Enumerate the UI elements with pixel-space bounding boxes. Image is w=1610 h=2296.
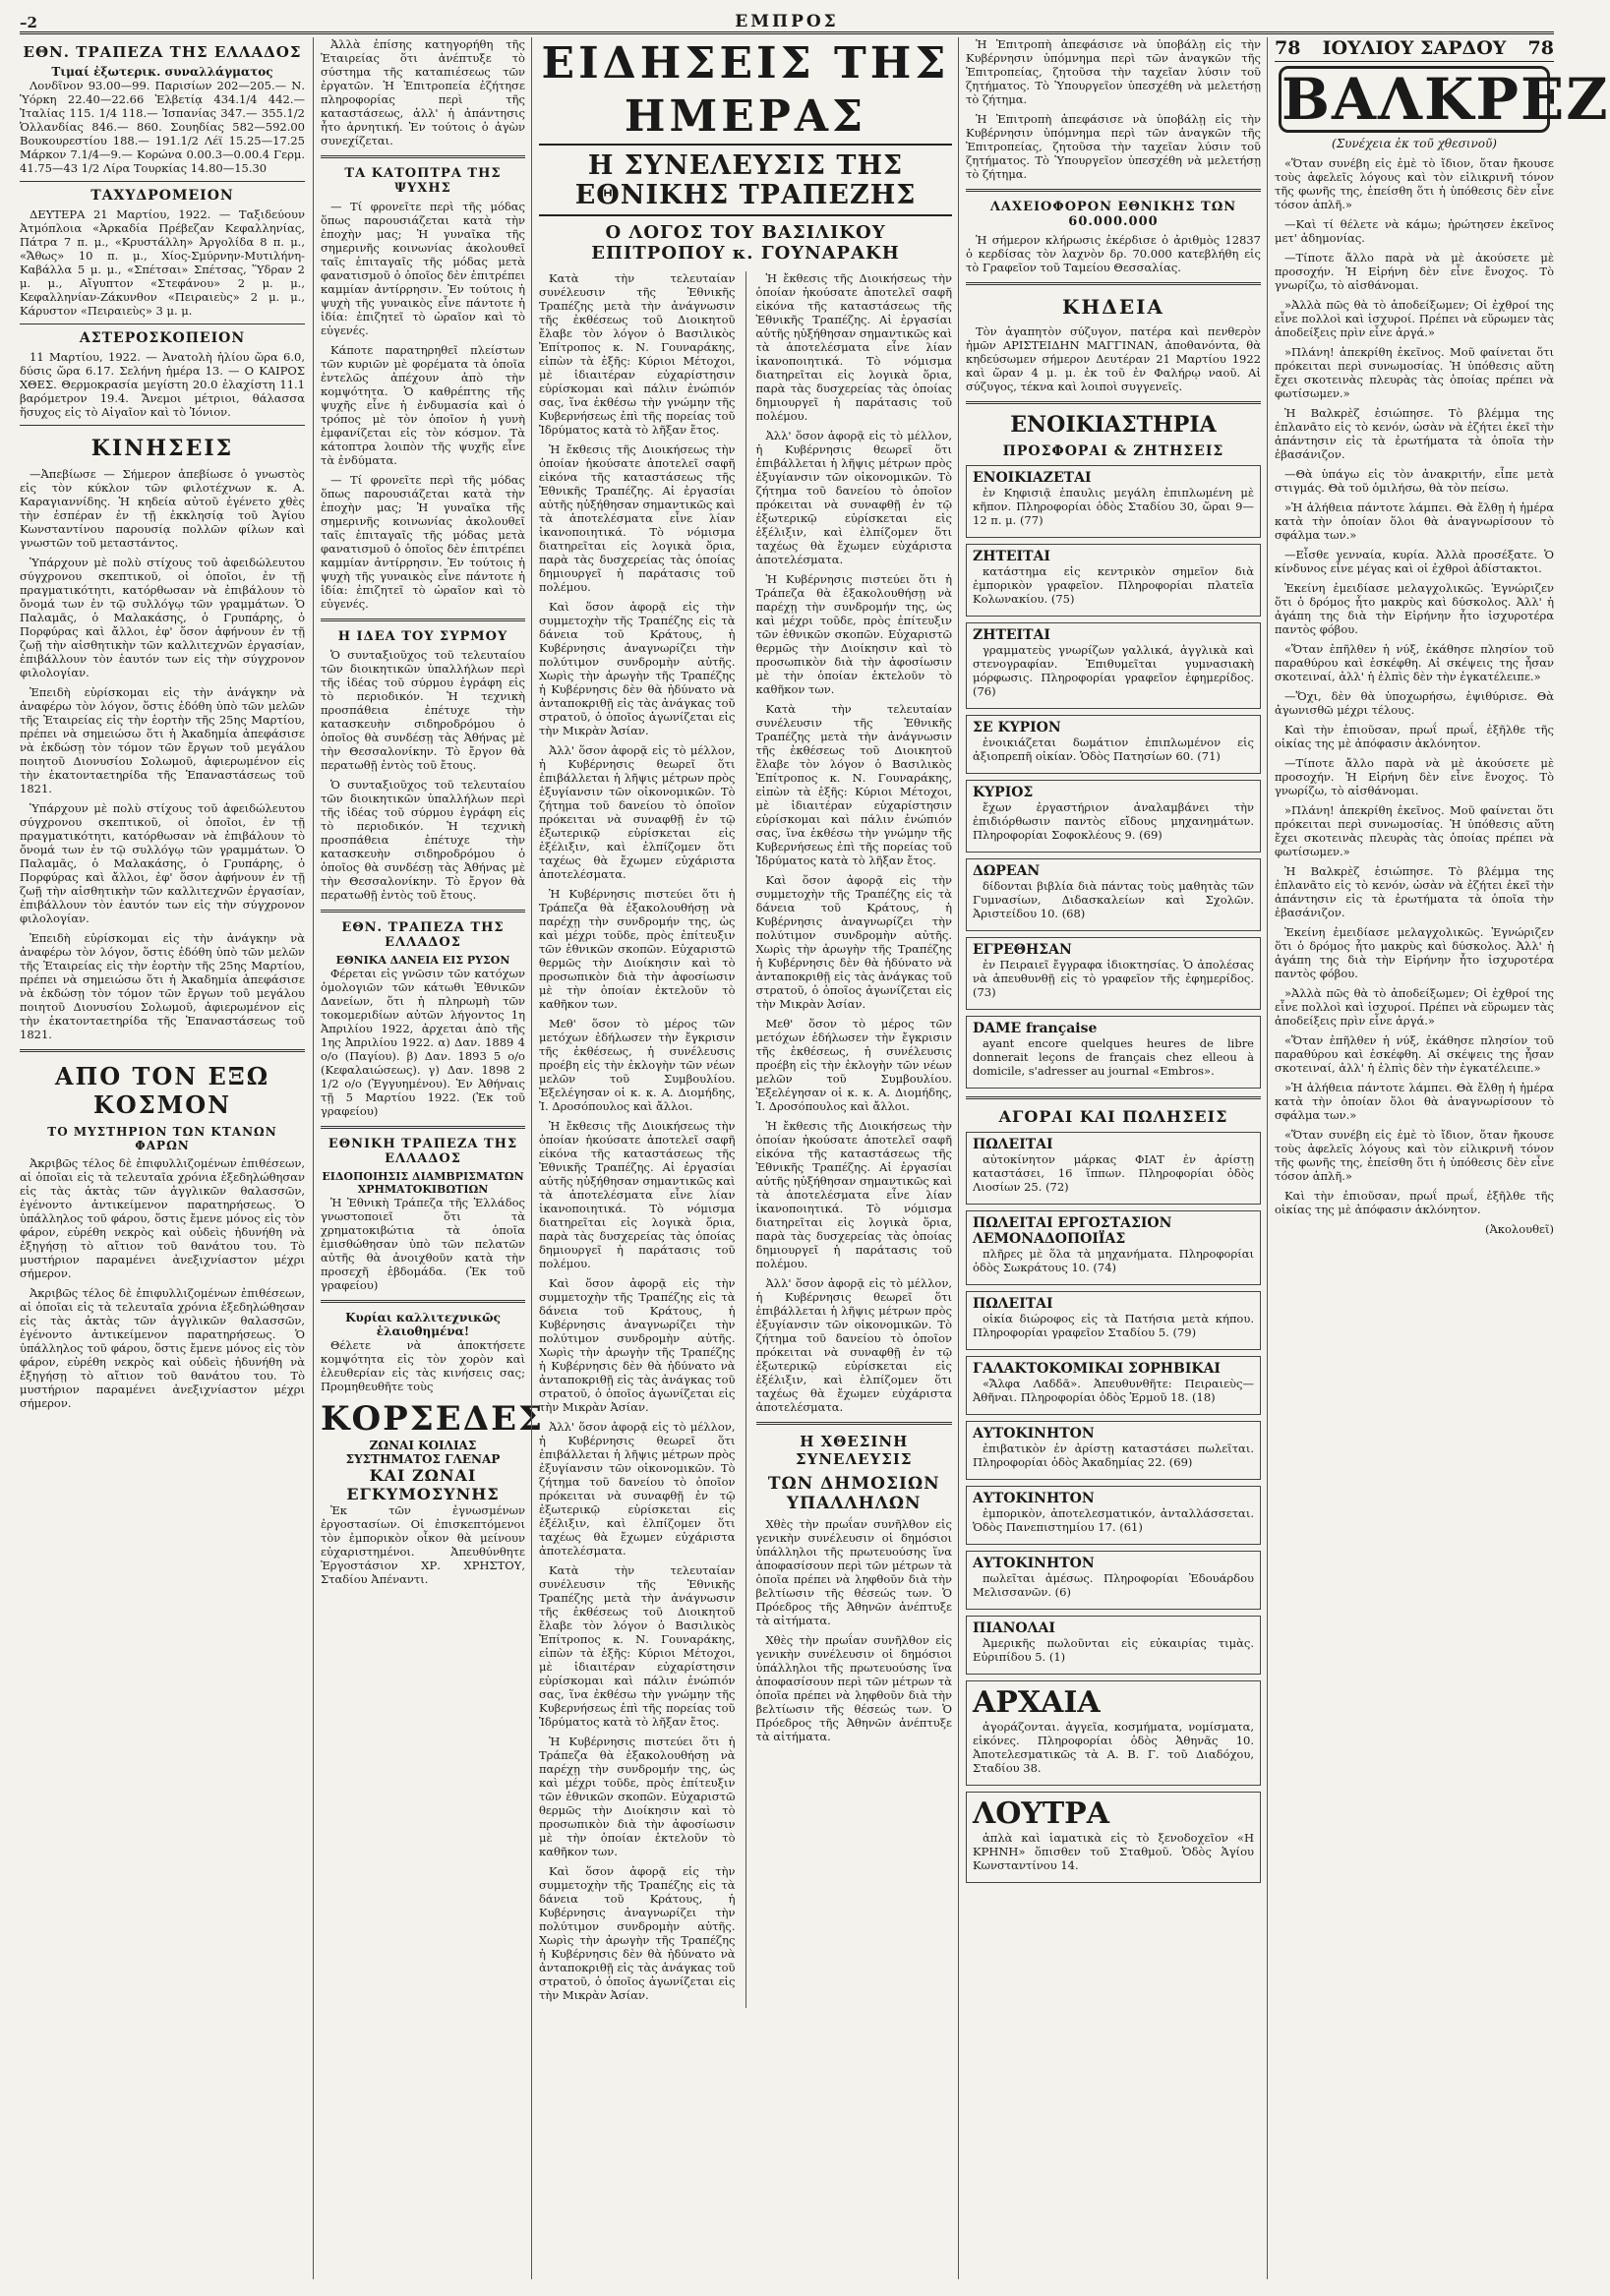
market-ad: ΓΑΛΑΚΤΟΚΟΜΙΚΑΙ ΣΟΡΗΒΙΚΑΙ «Ἄλφα Λαδδᾶ». Ἀπευθυνθῆτε: Πειραιεὺς—Ἀθῆναι. Πληροφορίαι ὁδὸς Ἑρμοῦ 18. (18) bbox=[966, 1356, 1261, 1415]
serial-paragraph: —Θὰ ὑπάγω εἰς τὸν ἀνακριτήν, εἶπε μετὰ στιγμάς. Θὰ τοῦ ὁμιλήσω, θὰ τὸν πείσω. bbox=[1275, 467, 1554, 495]
serial-paragraph: «Ὅταν συνέβη εἰς ἐμὲ τὸ ἴδιον, ὅταν ἤκουσε τοὺς ἀφελεῖς λόγους καὶ τὸν εἰλικρινῆ τόνον τῆς φωνῆς της, ἐπείσθη ὅτι ἡ ὑπόθεσις δὲν εἶνε τόσον ἁπλῆ.» bbox=[1275, 1128, 1554, 1183]
movements-text-4: Ὑπάρχουν μὲ πολὺ στίχους τοῦ ἀφειδώλευτου σύγχρονου σκεπτικοῦ, οἱ ὁποῖοι, ἐν τῇ πραγματικότητι, κατόρθωσαν νὰ ἐπιβάλουν τὸ ὄνομά των ἐν τῷ συλλόγῳ τῶν γραμμάτων. Ὁ Παλαμᾶς, ὁ Μαλακάσης, ὁ Γρυπάρης, ὁ Πορφύρας καὶ ἄλλοι, ἐφ' ὅσον ἀφήνουν ἐν τῇ ζωῇ τὴν αἰσθητικὴν τῶν καλλιτεχνῶν ἐργασίαν, ἐπιβάλλουν τὸν ἑαυτόν των εἰς τὴν σύγχρονον φιλολογίαν. bbox=[20, 801, 305, 925]
corset-ad-intro: Κυρίαι καλλιτεχνικῶς ἐλαιοθημένα! bbox=[345, 1311, 501, 1338]
column-4 bbox=[966, 37, 1261, 2279]
corset-ad-text: Ἐκ τῶν ἐγνωσμένων ἐργοστασίων. Οἱ ἐπισκεπτόμενοι τὸν ἐμπορικὸν οἶκον θὰ μείνουν εὐχαριστημένοι. Ἀπευθύνθητε Ἐργοστάσιον ΧΡ. ΧΡΗΣΤΟΥ, Σταδίου Ἀπέναντι. bbox=[321, 1503, 525, 1586]
market-ad: ΠΩΛΕΙΤΑΙ αὐτοκίνητον μάρκας ΦΙΑΤ ἐν ἀρίστῃ καταστάσει, 16 ἵππων. Πληροφορίαι ὁδὸς Λιοσίων 25. (72) bbox=[966, 1132, 1261, 1205]
funeral-title: ΚΗΔΕΙΑ bbox=[1062, 295, 1164, 319]
article-text-3: Καὶ ὅσον ἀφορᾷ εἰς τὴν συμμετοχὴν τῆς Τραπέζης εἰς τὰ δάνεια τοῦ Κράτους, ἡ Κυβέρνησις ἀναγνωρίζει τὴν πολύτιμον συνδρομὴν αὐτῆς. Χωρὶς τὴν ἀρωγὴν τῆς Τραπέζης ἡ Κυβέρνησις δὲν θὰ ἠδύνατο νὰ ἀνταποκριθῇ εἰς τὰς ἀνάγκας τοῦ στρατοῦ, ὁ ὁποῖος ἀγωνίζεται εἰς τὴν Μικρὰν Ἀσίαν. bbox=[539, 600, 736, 737]
col4-text-2: Ἡ Ἐπιτροπὴ ἀπεφάσισε νὰ ὑποβάλῃ εἰς τὴν Κυβέρνησιν ὑπόμνημα περὶ τῶν ἀναγκῶν τῆς Ἐπιτροπείας, ζητοῦσα τὴν ταχεῖαν λύσιν τοῦ ζητήματος. Τὸ Ὑπουργεῖον ὑπεσχέθη νὰ μελετήσῃ τὸ ζήτημα. bbox=[966, 112, 1261, 181]
mirrors-title: ΤΑ ΚΑΤΟΠΤΡΑ ΤΗΣ ΨΥΧΗΣ bbox=[344, 166, 502, 196]
serial-paragraph: —Καὶ τί θέλετε νὰ κάμω; ἠρώτησεν ἐκεῖνος μετ' ἀδημονίας. bbox=[1275, 217, 1554, 245]
serial-paragraph: Ἐκείνη ἐμειδίασε μελαγχολικῶς. Ἐγνώριζεν ὅτι ὁ δρόμος ἦτο μακρὺς καὶ δύσκολος. Ἀλλ' ἡ ἀγάπη της διὰ τὴν Εἰρήνην ἦτο ἰσχυροτέρα παντὸς φόβου. bbox=[1275, 581, 1554, 636]
abroad-text-2: Ἀκριβῶς τέλος δὲ ἐπιφυλλιζομένων ἐπιθέσεων, αἱ ὁποῖαι εἰς τὰ τελευταῖα χρόνια ἐξεδηλώθησαν εἰς τὰς ἀκτὰς τῶν ἀγγλικῶν θαλασσῶν, ἐγένοντο ἀντικείμενον παρατηρήσεως. Ὁ ὑπάλληλος τοῦ φάρου, ὅστις ἔμενε μόνος εἰς τὸν φάρον, εὑρέθη νεκρὸς καὶ οὐδεὶς ἠδυνήθη νὰ ἐξηγήσῃ τὸ αἴτιον τοῦ θανάτου του. Τὸ μυστήριον παραμένει ἀνεξιχνίαστον μέχρι σήμερον. bbox=[20, 1286, 305, 1410]
market-ad: ΑΥΤΟΚΙΝΗΤΟΝ ἐμπορικὸν, ἀποτελεσματικόν, ἀνταλλάσσεται. Ὁδὸς Πανεπιστημίου 17. (61) bbox=[966, 1486, 1261, 1545]
serial-paragraph: Ἐκείνη ἐμειδίασε μελαγχολικῶς. Ἐγνώριζεν ὅτι ὁ δρόμος ἦτο μακρὺς καὶ δύσκολος. Ἀλλ' ἡ ἀγάπη της διὰ τὴν Εἰρήνην ἦτο ἰσχυροτέρα παντὸς φόβου. bbox=[1275, 925, 1554, 980]
bank-rates-title: ΕΘΝ. ΤΡΑΠΕΖΑ ΤΗΣ ΕΛΛΑΔΟΣ bbox=[23, 43, 302, 61]
serial-number-left: 78 bbox=[1275, 37, 1301, 59]
classified-ad: DAME française ayant encore quelques heures de libre donnerait leçons de français chez elleou à domicile, s'adresser au journal «Embros». bbox=[966, 1016, 1261, 1089]
page-number: –2 bbox=[20, 14, 37, 31]
col4-text-1: Ἡ Ἐπιτροπὴ ἀπεφάσισε νὰ ὑποβάλῃ εἰς τὴν Κυβέρνησιν ὑπόμνημα περὶ τῶν ἀναγκῶν τῆς Ἐπιτροπείας, ζητοῦσα τὴν ταχεῖαν λύσιν τοῦ ζητήματος. Τὸ Ὑπουργεῖον ὑπεσχέθη νὰ μελετήσῃ τὸ ζήτημα. bbox=[966, 37, 1261, 106]
serial-paragraph: »Ἀλλὰ πῶς θὰ τὸ ἀποδείξωμεν; Οἱ ἐχθροί της εἶνε πολλοὶ καὶ ἰσχυροί. Πρέπει νὰ εὕρωμεν τὰς ἀποδείξεις πρὶν εἶνε ἀργά.» bbox=[1275, 986, 1554, 1028]
funeral-text: Τὸν ἀγαπητὸν σύζυγον, πατέρα καὶ πενθερὸν ἡμῶν ΑΡΙΣΤΕΙΔΗΝ ΜΑΓΓΙΝΑΝ, ἀποθανόντα, θὰ κηδεύσωμεν σήμερον Δευτέραν 21 Μαρτίου 1922 καὶ ὥραν 4 μ. μ. ἐκ τοῦ ἐν Φαλήρῳ ναοῦ. Αἱ σύζυγος, τέκνα καὶ λοιποὶ συγγενεῖς. bbox=[966, 324, 1261, 393]
column-5 bbox=[1275, 37, 1610, 2279]
lottery-title: ΛΑΧΕΙΟΦΟΡΟΝ ΕΘΝΙΚΗΣ ΤΩΝ 60.000.000 bbox=[989, 200, 1237, 229]
train-text-2: Ὁ συνταξιοῦχος τοῦ τελευταίου τῶν διοικητικῶν ὑπαλλήλων περὶ τῆς ἰδέας τοῦ σύρμου ἐγράφη εἰς τὸ περιοδικόν. Ἡ τεχνικὴ προσπάθεια ἐπέτυχε τὴν κατασκευὴν σιδηροδρόμου ὁ ὁποῖος θὰ συνδέσῃ τὰς Ἀθήνας μὲ τὴν Θεσσαλονίκην. Τὸ ἔργον θὰ περατωθῇ ἐντὸς τοῦ ἔτους. bbox=[321, 778, 525, 902]
main-subheadline: Ο ΛΟΓΟΣ ΤΟΥ ΒΑΣΙΛΙΚΟΥ ΕΠΙΤΡΟΠΟΥ κ. ΓΟΥΝΑΡΑΚΗ bbox=[591, 222, 900, 264]
classified-ad: ΕΝΟΙΚΙΑΖΕΤΑΙ ἐν Κηφισιᾷ ἐπαυλις μεγάλη ἐπιπλωμένη μὲ κῆπον. Πληροφορίαι ὁδὸς Σταδίου 30, ὥραι 9—12 π. μ. (77) bbox=[966, 465, 1261, 538]
observatory-text: 11 Μαρτίου, 1922. — Ἀνατολὴ ἡλίου ὥρα 6.0, δύσις ὥρα 6.17. Σελήνη ἡμέρα 13. — Ο ΚΑΙΡΟΣ ΧΘΕΣ. Θερμοκρασία μεγίστη 20.0 ἐλαχίστη 11.1 βαρόμετρον 19.4. Ἄνεμοι μέτριοι, θάλασσα ἥσυχος εἰς τὸ Αἰγαῖον καὶ τὸ Ἰόνιον. bbox=[20, 350, 305, 419]
serial-subtitle: (Συνέχεια ἐκ τοῦ χθεσινοῦ) bbox=[1332, 137, 1497, 150]
rentals-subtitle: ΠΡΟΣΦΟΡΑΙ & ΖΗΤΗΣΕΙΣ bbox=[1002, 443, 1224, 459]
antiques-ad: ΑΡΧΑΙΑ ἀγοράζονται. ἀγγεῖα, κοσμήματα, νομίσματα, εἰκόνες. Πληροφορίαι ὁδὸς Ἀθηνᾶς 10. Ἀποτελεσματικῶς τὰ Α. Β. Γ. τοῦ Διαδόχου, Σταδίου 38. bbox=[966, 1680, 1261, 1786]
article-text-10: Κατὰ τὴν τελευταίαν συνέλευσιν τῆς Ἐθνικῆς Τραπέζης μετὰ τὴν ἀνάγνωσιν τῆς ἐκθέσεως τοῦ Διοικητοῦ ἔλαβε τὸν λόγον ὁ Βασιλικὸς Ἐπίτροπος κ. Ν. Γουναράκης, εἰπὼν τὰ ἑξῆς: Κύριοι Μέτοχοι, μὲ ἰδιαιτέραν εὐχαρίστησιν εὑρίσκομαι καὶ πάλιν ἐνώπιόν σας, ἵνα ἐκθέσω τὴν γνώμην τῆς Κυβερνήσεως ἐπὶ τῆς πορείας τοῦ Ἱδρύματος κατὰ τὸ λῆξαν ἔτος. bbox=[539, 1563, 736, 1729]
article-text-15: Ἡ Κυβέρνησις πιστεύει ὅτι ἡ Τράπεζα θὰ ἐξακολουθήσῃ νὰ παρέχῃ τὴν συνδρομήν της, ὡς καὶ μέχρι τοῦδε, πρὸς ἐπίτευξιν τῶν ἐθνικῶν σκοπῶν. Εὐχαριστῶ θερμῶς τὴν Διοίκησιν καὶ τὸ προσωπικὸν διὰ τὴν ἀφοσίωσιν μὲ τὴν ὁποίαν ἐκτελοῦν τὸ καθῆκον των. bbox=[755, 572, 952, 696]
assembly-text: Χθὲς τὴν πρωΐαν συνῆλθον εἰς γενικὴν συνέλευσιν οἱ δημόσιοι ὑπάλληλοι τῆς πρωτευούσης ἵνα ἀποφασίσουν περὶ τῶν μέτρων τὰ ὁποῖα πρέπει νὰ ληφθοῦν διὰ τὴν βελτίωσιν τῆς θέσεώς των. Ὁ Πρόεδρος τῆς Ἀθηνῶν ἀνέπτυξε τὰ αἰτήματα. bbox=[755, 1517, 952, 1627]
movements-title: ΚΙΝΗΣΕΙΣ bbox=[90, 436, 234, 461]
article-text-18: Μεθ' ὅσον τὸ μέρος τῶν μετόχων ἐδήλωσεν τὴν ἔγκρισιν τῆς ἐκθέσεως, ἡ συνέλευσις προέβη εἰς τὴν ἐκλογὴν τῶν νέων μελῶν τοῦ Συμβουλίου. Ἐξελέγησαν οἱ κ. κ. Α. Διομήδης, Ἰ. Δροσόπουλος καὶ ἄλλοι. bbox=[755, 1017, 952, 1113]
serial-header bbox=[1275, 37, 1554, 62]
assembly-subtitle: ΤΩΝ ΔΗΜΟΣΙΩΝ ΥΠΑΛΛΗΛΩΝ bbox=[767, 1474, 940, 1513]
serial-paragraph: Καὶ τὴν ἐπιοῦσαν, πρωΐ πρωΐ, ἐξῆλθε τῆς οἰκίας της μὲ ἀπόφασιν ἀκλόνητον. bbox=[1275, 1189, 1554, 1216]
article-text-17: Καὶ ὅσον ἀφορᾷ εἰς τὴν συμμετοχὴν τῆς Τραπέζης εἰς τὰ δάνεια τοῦ Κράτους, ἡ Κυβέρνησις ἀναγνωρίζει τὴν πολύτιμον συνδρομὴν αὐτῆς. Χωρὶς τὴν ἀρωγὴν τῆς Τραπέζης ἡ Κυβέρνησις δὲν θὰ ἠδύνατο νὰ ἀνταποκριθῇ εἰς τὰς ἀνάγκας τοῦ στρατοῦ, ὁ ὁποῖος ἀγωνίζεται εἰς τὴν Μικρὰν Ἀσίαν. bbox=[755, 873, 952, 1011]
movements-text-5: Ἐπειδὴ εὑρίσκομαι εἰς τὴν ἀνάγκην νὰ ἀναφέρω τὸν λόγον, ὅστις ἐδόθη ὑπὸ τῶν μελῶν τῆς Ἑταιρείας εἰς τὴν ἑορτὴν τῆς 25ης Μαρτίου, πρέπει νὰ σημειώσω ὅτι ἡ Ἀκαδημία ἀπεφάσισε νὰ ἐκδώσῃ τὸν τόμον τῶν ἔργων τοῦ μεγάλου ποιητοῦ Διονυσίου Σολωμοῦ, ἀφιερωμένον εἰς τὴν ἑκατονταετηρίδα τῆς Ἐπαναστάσεως τοῦ 1821. bbox=[20, 931, 305, 1041]
serial-paragraph: »Ἀλλὰ πῶς θὰ τὸ ἀποδείξωμεν; Οἱ ἐχθροί της εἶνε πολλοὶ καὶ ἰσχυροί. Πρέπει νὰ εὕρωμεν τὰς ἀποδείξεις πρὶν εἶνε ἀργά.» bbox=[1275, 298, 1554, 339]
serial-paragraph: —Ὅχι, δὲν θὰ ὑποχωρήσω, ἐψιθύρισε. Θὰ ἀγωνισθῶ μέχρι τέλους. bbox=[1275, 689, 1554, 717]
classified-ad: ΔΩΡΕΑΝ δίδονται βιβλία διὰ πάντας τοὺς μαθητὰς τῶν Γυμνασίων, Διδασκαλείων καὶ Σχολῶν. Ἀριστείδου 10. (68) bbox=[966, 858, 1261, 931]
market-ad: ΠΩΛΕΙΤΑΙ οἰκία διώροφος εἰς τὰ Πατήσια μετὰ κήπου. Πληροφορίαι γραφεῖον Σταδίου 5. (79) bbox=[966, 1291, 1261, 1350]
classified-ad: ΕΓΡΕΘΗΣΑΝ ἐν Πειραιεῖ ἔγγραφα ἰδιοκτησίας. Ὁ ἀπολέσας νὰ ἀπευθυνθῇ εἰς τὸ γραφεῖον τῆς ἐφημερίδος. (73) bbox=[966, 937, 1261, 1010]
article-text-4: Ἀλλ' ὅσον ἀφορᾷ εἰς τὸ μέλλον, ἡ Κυβέρνησις θεωρεῖ ὅτι ἐπιβάλλεται ἡ λῆψις μέτρων πρὸς ἐξυγίανσιν τῶν οἰκονομικῶν. Τὸ ζήτημα τοῦ δανείου τὸ ὁποῖον πρόκειται νὰ συναφθῇ ἐν τῷ ἐξωτερικῷ εὑρίσκεται εἰς ἐξέλιξιν, καὶ ἐλπίζομεν ὅτι ταχέως θὰ ἔχωμεν εὐχάριστα ἀποτελέσματα. bbox=[539, 743, 736, 881]
article-text-1: Κατὰ τὴν τελευταίαν συνέλευσιν τῆς Ἐθνικῆς Τραπέζης μετὰ τὴν ἀνάγνωσιν τῆς ἐκθέσεως τοῦ Διοικητοῦ ἔλαβε τὸν λόγον ὁ Βασιλικὸς Ἐπίτροπος κ. Ν. Γουναράκης, εἰπὼν τὰ ἑξῆς: Κύριοι Μέτοχοι, μὲ ἰδιαιτέραν εὐχαρίστησιν εὑρίσκομαι καὶ πάλιν ἐνώπιόν σας, ἵνα ἐκθέσω τὴν γνώμην τῆς Κυβερνήσεως ἐπὶ τῆς πορείας τοῦ Ἱδρύματος κατὰ τὸ λῆξαν ἔτος. bbox=[539, 271, 736, 437]
market-ad: ΠΙΑΝΟΛΑΙ Ἀμερικῆς πωλοῦνται εἰς εὐκαιρίας τιμὰς. Εὐριπίδου 5. (1) bbox=[966, 1616, 1261, 1675]
bank-rates-subtitle: Τιμαί ἐξωτερικ. συναλλάγματος bbox=[51, 65, 273, 79]
classified-ad: ΣΕ ΚΥΡΙΟΝ ἐνοικιάζεται δωμάτιον ἐπιπλωμένον εἰς ἀξιοπρεπῆ οἰκίαν. Ὁδὸς Πατησίων 60. (71) bbox=[966, 715, 1261, 774]
article-text-5: Ἡ Κυβέρνησις πιστεύει ὅτι ἡ Τράπεζα θὰ ἐξακολουθήσῃ νὰ παρέχῃ τὴν συνδρομήν της, ὡς καὶ μέχρι τοῦδε, πρὸς ἐπίτευξιν τῶν ἐθνικῶν σκοπῶν. Εὐχαριστῶ θερμῶς τὴν Διοίκησιν καὶ τὸ προσωπικὸν διὰ τὴν ἀφοσίωσιν μὲ τὴν ὁποίαν ἐκτελοῦν τὸ καθῆκον των. bbox=[539, 887, 736, 1011]
movements-text-3: Ἐπειδὴ εὑρίσκομαι εἰς τὴν ἀνάγκην νὰ ἀναφέρω τὸν λόγον, ὅστις ἐδόθη ὑπὸ τῶν μελῶν τῆς Ἑταιρείας εἰς τὴν ἑορτὴν τῆς 25ης Μαρτίου, πρέπει νὰ σημειώσω ὅτι ἡ Ἀκαδημία ἀπεφάσισε νὰ ἐκδώσῃ τὸν τόμον τῶν ἔργων τοῦ μεγάλου ποιητοῦ Διονυσίου Σολωμοῦ, ἀφιερωμένον εἰς τὴν ἑκατονταετηρίδα τῆς Ἐπαναστάσεως τοῦ 1821. bbox=[20, 685, 305, 795]
post-office-title: ΤΑΧΥΔΡΟΜΕΙΟΝ bbox=[90, 188, 234, 204]
market-ad: ΑΥΤΟΚΙΝΗΤΟΝ πωλεῖται ἀμέσως. Πληροφορίαι Ἐδουάρδου Μελισσανῶν. (6) bbox=[966, 1551, 1261, 1610]
train-text: Ὁ συνταξιοῦχος τοῦ τελευταίου τῶν διοικητικῶν ὑπαλλήλων περὶ τῆς ἰδέας τοῦ σύρμου ἐγράφη εἰς τὸ περιοδικόν. Ἡ τεχνικὴ προσπάθεια ἐπέτυχε τὴν κατασκευὴν σιδηροδρόμου ὁ ὁποῖος θὰ συνδέσῃ τὰς Ἀθήνας μὲ τὴν Θεσσαλονίκην. Τὸ ἔργον θὰ περατωθῇ ἐντὸς τοῦ ἔτους. bbox=[321, 648, 525, 772]
market-ad: ΑΥΤΟΚΙΝΗΤΟΝ ἐπιβατικὸν ἐν ἀρίστῃ καταστάσει πωλεῖται. Πληροφορίαι ὁδὸς Ἀκαδημίας 22. (69) bbox=[966, 1421, 1261, 1480]
baths-ad: ΛΟΥΤΡΑ ἀπλὰ καὶ ἰαματικὰ εἰς τὸ ξενοδοχεῖον «Η ΚΡΗΝΗ» ὅπισθεν τοῦ Σταθμοῦ. Ὁδὸς Ἁγίου Κωνσταντίνου 14. bbox=[966, 1792, 1261, 1883]
article-text-2: Ἡ ἔκθεσις τῆς Διοικήσεως τὴν ὁποίαν ἠκούσατε ἀποτελεῖ σαφῆ εἰκόνα τῆς καταστάσεως τῆς Ἐθνικῆς Τραπέζης. Αἱ ἐργασίαι αὐτῆς ηὐξήθησαν σημαντικῶς καὶ τὰ ἀποτελέσματα εἶνε λίαν ἱκανοποιητικά. Τὸ νόμισμα διατηρεῖται εἰς λογικὰ ὅρια, παρὰ τὰς δυσχερείας τὰς ὁποίας δημιουργεῖ ἡ παράτασις τοῦ πολέμου. bbox=[539, 442, 736, 594]
article-text-12: Καὶ ὅσον ἀφορᾷ εἰς τὴν συμμετοχὴν τῆς Τραπέζης εἰς τὰ δάνεια τοῦ Κράτους, ἡ Κυβέρνησις ἀναγνωρίζει τὴν πολύτιμον συνδρομὴν αὐτῆς. Χωρὶς τὴν ἀρωγὴν τῆς Τραπέζης ἡ Κυβέρνησις δὲν θὰ ἠδύνατο νὰ ἀνταποκριθῇ εἰς τὰς ἀνάγκας τοῦ στρατοῦ, ὁ ὁποῖος ἀγωνίζεται εἰς τὴν Μικρὰν Ἀσίαν. bbox=[539, 1864, 736, 2002]
serial-paragraph: «Ὅταν ἐπῆλθεν ἡ νύξ, ἐκάθησε πλησίον τοῦ παραθύρου καὶ ἐσκέφθη. Αἱ σκέψεις της ἦσαν σκοτειναί, ἀλλ' ἡ ἐλπὶς δὲν τὴν ἐγκατέλειπε.» bbox=[1275, 642, 1554, 683]
assembly-title: Η ΧΘΕΣΙΝΗ ΣΥΝΕΛΕΥΣΙΣ bbox=[796, 1433, 913, 1468]
article-text-11: Ἡ Κυβέρνησις πιστεύει ὅτι ἡ Τράπεζα θὰ ἐξακολουθήσῃ νὰ παρέχῃ τὴν συνδρομήν της, ὡς καὶ μέχρι τοῦδε, πρὸς ἐπίτευξιν τῶν ἐθνικῶν σκοπῶν. Εὐχαριστῶ θερμῶς τὴν Διοίκησιν καὶ τὸ προσωπικὸν διὰ τὴν ἀφοσίωσιν μὲ τὴν ὁποίαν ἐκτελοῦν τὸ καθῆκον των. bbox=[539, 1735, 736, 1858]
serial-number-right: 78 bbox=[1527, 37, 1554, 59]
classified-ad: ΖΗΤΕΙΤΑΙ κατάστημα εἰς κεντρικὸν σημεῖον διὰ ἐμπορικὸν γραφεῖον. Πληροφορίαι πλατεῖα Κολωνακίου. (75) bbox=[966, 544, 1261, 617]
article-text-6: Μεθ' ὅσον τὸ μέρος τῶν μετόχων ἐδήλωσεν τὴν ἔγκρισιν τῆς ἐκθέσεως, ἡ συνέλευσις προέβη εἰς τὴν ἐκλογὴν τῶν νέων μελῶν τοῦ Συμβουλίου. Ἐξελέγησαν οἱ κ. κ. Α. Διομήδης, Ἰ. Δροσόπουλος καὶ ἄλλοι. bbox=[539, 1017, 736, 1113]
article-text-8: Καὶ ὅσον ἀφορᾷ εἰς τὴν συμμετοχὴν τῆς Τραπέζης εἰς τὰ δάνεια τοῦ Κράτους, ἡ Κυβέρνησις ἀναγνωρίζει τὴν πολύτιμον συνδρομὴν αὐτῆς. Χωρὶς τὴν ἀρωγὴν τῆς Τραπέζης ἡ Κυβέρνησις δὲν θὰ ἠδύνατο νὰ ἀνταποκριθῇ εἰς τὰς ἀνάγκας τοῦ στρατοῦ, ὁ ὁποῖος ἀγωνίζεται εἰς τὴν Μικρὰν Ἀσίαν. bbox=[539, 1276, 736, 1414]
masthead bbox=[20, 6, 1554, 34]
abroad-subtitle: ΤΟ ΜΥΣΤΗΡΙΟΝ ΤΩΝ ΚΤΑΝΩΝ ΦΑΡΩΝ bbox=[47, 1125, 277, 1152]
column-1 bbox=[20, 37, 305, 2279]
serial-paragraph: Ἡ Βαλκρὲζ ἐσιώπησε. Τὸ βλέμμα της ἐπλανᾶτο εἰς τὸ κενόν, ὡσὰν νὰ ἐζήτει ἐκεῖ τὴν ἀπάντησιν εἰς τὰ ἐρωτήματα τὰ ὁποῖα τὴν ἐβασάνιζον. bbox=[1275, 864, 1554, 919]
corset-ad-title: ΚΟΡΣΕΔΕΣ bbox=[321, 1399, 545, 1439]
abroad-title: ΑΠΟ ΤΟΝ ΕΞΩ ΚΟΣΜΟΝ bbox=[54, 1062, 270, 1119]
serial-author: ΙΟΥΛΙΟΥ ΣΑΡΔΟΥ bbox=[1322, 37, 1507, 59]
article-text-14: Ἀλλ' ὅσον ἀφορᾷ εἰς τὸ μέλλον, ἡ Κυβέρνησις θεωρεῖ ὅτι ἐπιβάλλεται ἡ λῆψις μέτρων πρὸς ἐξυγίανσιν τῶν οἰκονομικῶν. Τὸ ζήτημα τοῦ δανείου τὸ ὁποῖον πρόκειται νὰ συναφθῇ ἐν τῷ ἐξωτερικῷ εὑρίσκεται εἰς ἐξέλιξιν, καὶ ἐλπίζομεν ὅτι ταχέως θὰ ἔχωμεν εὐχάριστα ἀποτελέσματα. bbox=[755, 429, 952, 566]
bank-rates-text: Λονδῖνον 93.00—99. Παρισίων 202—205.— Ν. Ὑόρκη 22.40—22.66 Ἐλβετίᾳ 434.1/4 442.— Ἰταλίας 115. 1/4 118.— Ἰσπανίας 347.— 355.1/2 Ὁλλανδίας 846.— 860. Σουηδίας 582—592.00 Βουκουρεστίου 188.— 191.1/2 Λέϊ 15.25—17.25 Μάρκον 7.1/4—9.— Κορώνα 0.00.3—0.00.4 Γερμ. 41.75—43 1/2 Λίρα Τουρκίας 14.80—15.30 bbox=[20, 79, 305, 175]
article-text-20: Ἀλλ' ὅσον ἀφορᾷ εἰς τὸ μέλλον, ἡ Κυβέρνησις θεωρεῖ ὅτι ἐπιβάλλεται ἡ λῆψις μέτρων πρὸς ἐξυγίανσιν τῶν οἰκονομικῶν. Τὸ ζήτημα τοῦ δανείου τὸ ὁποῖον πρόκειται νὰ συναφθῇ ἐν τῷ ἐξωτερικῷ εὑρίσκεται εἰς ἐξέλιξιν, καὶ ἐλπίζομεν ὅτι ταχέως θὰ ἔχωμεν εὐχάριστα ἀποτελέσματα. bbox=[755, 1276, 952, 1414]
article-text-7: Ἡ ἔκθεσις τῆς Διοικήσεως τὴν ὁποίαν ἠκούσατε ἀποτελεῖ σαφῆ εἰκόνα τῆς καταστάσεως τῆς Ἐθνικῆς Τραπέζης. Αἱ ἐργασίαι αὐτῆς ηὐξήθησαν σημαντικῶς καὶ τὰ ἀποτελέσματα εἶνε λίαν ἱκανοποιητικά. Τὸ νόμισμα διατηρεῖται εἰς λογικὰ ὅρια, παρὰ τὰς δυσχερείας τὰς ὁποίας δημιουργεῖ ἡ παράτασις τοῦ πολέμου. bbox=[539, 1119, 736, 1270]
abroad-text: Ἀκριβῶς τέλος δὲ ἐπιφυλλιζομένων ἐπιθέσεων, αἱ ὁποῖαι εἰς τὰ τελευταῖα χρόνια ἐξεδηλώθησαν εἰς τὰς ἀκτὰς τῶν ἀγγλικῶν θαλασσῶν, ἐγένοντο ἀντικείμενον παρατηρήσεως. Ὁ ὑπάλληλος τοῦ φάρου, ὅστις ἔμενε μόνος εἰς τὸν φάρον, εὑρέθη νεκρὸς καὶ οὐδεὶς ἠδυνήθη νὰ ἐξηγήσῃ τὸ αἴτιον τοῦ θανάτου του. Τὸ μυστήριον παραμένει ἀνεξιχνίαστον μέχρι σήμερον. bbox=[20, 1156, 305, 1280]
corset-ad-sub-2: ΚΑΙ ΖΩΝΑΙ ΕΓΚΥΜΟΣΥΝΗΣ bbox=[346, 1466, 500, 1503]
lottery-text: Ἡ σήμερον κλήρωσις ἐκέρδισε ὁ ἀριθμὸς 12837 ὁ κερδίσας τὸν λαχνὸν δρ. 70.000 κατεβλήθη εἰς τὸ Γραφεῖον τοῦ Ταμείου Θεσσαλίας. bbox=[966, 233, 1261, 274]
mirrors-text: — Τί φρονεῖτε περὶ τῆς μόδας ὅπως παρουσιάζεται κατὰ τὴν ἐποχὴν μας; Ἡ γυναῖκα τῆς σημερινῆς κοινωνίας ἀκολουθεῖ ταῖς ἐπιταγαῖς τῆς μόδας μετὰ φανατισμοῦ ὁ ὁποῖος δὲν ἐπιτρέπει καμμίαν ἀντίρρησιν. Ἐν τούτοις ἡ ψυχὴ τῆς γυναικὸς εἶνε πάντοτε ἡ ἰδία: ἐπιζητεῖ τὸ ὡραῖον καὶ τὸ εὐγενές. bbox=[321, 200, 525, 337]
serial-paragraph: (Ἀκολουθεῖ) bbox=[1485, 1222, 1554, 1236]
serial-paragraph: »Πλάνη! ἀπεκρίθη ἐκεῖνος. Μοῦ φαίνεται ὅτι πρόκειται περὶ συνωμοσίας. Ἡ ὑπόθεσις αὕτη ἔχει σκοτεινὰς πλευρὰς τὰς ὁποίας πρέπει νὰ φωτίσωμεν.» bbox=[1275, 803, 1554, 858]
corset-ad-sub: ΖΩΝΑΙ ΚΟΙΛΙΑΣ ΣΥΣΤΗΜΑΤΟΣ ΓΛΕΝΑΡ bbox=[345, 1439, 501, 1466]
column-2 bbox=[321, 37, 545, 2279]
serial-paragraph: «Ὅταν ἐπῆλθεν ἡ νύξ, ἐκάθησε πλησίον τοῦ παραθύρου καὶ ἐσκέφθη. Αἱ σκέψεις της ἦσαν σκοτειναί, ἀλλ' ἡ ἐλπὶς δὲν τὴν ἐγκατέλειπε.» bbox=[1275, 1033, 1554, 1075]
bank-safes-text: Ἡ Ἐθνικὴ Τράπεζα τῆς Ἑλλάδος γνωστοποιεῖ ὅτι τὰ χρηματοκιβώτια τὰ ὁποῖα ἐμισθώθησαν ὑπὸ τῶν πελατῶν αὐτῆς θὰ ἀνοιχθοῦν κατὰ τὴν προσεχῆ ἑβδομάδα. (Ἐκ τοῦ γραφείου) bbox=[321, 1196, 525, 1292]
news-banner: ΕΙΔΗΣΕΙΣ ΤΗΣ ΗΜΕΡΑΣ bbox=[539, 37, 952, 146]
bank-loans-subtitle: ΕΘΝΙΚΑ ΔΑΝΕΙΑ ΕΙΣ ΡΥΣΟΝ bbox=[335, 954, 510, 967]
serial-paragraph: —Τίποτε ἄλλο παρὰ νὰ μὲ ἀκούσετε μὲ προσοχήν. Ἡ Εἰρήνη δὲν εἶνε ἔνοχος. Τὸ γνωρίζω, τὸ αἰσθάνομαι. bbox=[1275, 251, 1554, 292]
observatory-title: ΑΣΤΕΡΟΣΚΟΠΕΙΟΝ bbox=[79, 330, 246, 346]
serial-paragraph: Ἡ Βαλκρὲζ ἐσιώπησε. Τὸ βλέμμα της ἐπλανᾶτο εἰς τὸ κενόν, ὡσὰν νὰ ἐζήτει ἐκεῖ τὴν ἀπάντησιν εἰς τὰ ἐρωτήματα τὰ ὁποῖα τὴν ἐβασάνιζον. bbox=[1275, 406, 1554, 461]
mirrors-text-3: — Τί φρονεῖτε περὶ τῆς μόδας ὅπως παρουσιάζεται κατὰ τὴν ἐποχὴν μας; Ἡ γυναῖκα τῆς σημερινῆς κοινωνίας ἀκολουθεῖ ταῖς ἐπιταγαῖς τῆς μόδας μετὰ φανατισμοῦ ὁ ὁποῖος δὲν ἐπιτρέπει καμμίαν ἀντίρρησιν. Ἐν τούτοις ἡ ψυχὴ τῆς γυναικὸς εἶνε πάντοτε ἡ ἰδία: ἐπιζητεῖ τὸ ὡραῖον καὶ τὸ εὐγενές. bbox=[321, 473, 525, 611]
article-text-19: Ἡ ἔκθεσις τῆς Διοικήσεως τὴν ὁποίαν ἠκούσατε ἀποτελεῖ σαφῆ εἰκόνα τῆς καταστάσεως τῆς Ἐθνικῆς Τραπέζης. Αἱ ἐργασίαι αὐτῆς ηὐξήθησαν σημαντικῶς καὶ τὰ ἀποτελέσματα εἶνε λίαν ἱκανοποιητικά. Τὸ νόμισμα διατηρεῖται εἰς λογικὰ ὅρια, παρὰ τὰς δυσχερείας τὰς ὁποίας δημιουργεῖ ἡ παράτασις τοῦ πολέμου. bbox=[755, 1119, 952, 1270]
intro-text: Ἀλλὰ ἐπίσης κατηγορήθη τῆς Ἐταιρείας ὅτι ἀνέπτυξε τὸ σύστημα τῆς καταπιέσεως τῶν ἐργατῶν. Ἡ Ἐπιτροπεία ἐζήτησε πληροφορίας περὶ τῆς καταστάσεως, ἀλλ' ἡ ἀπάντησις ἦτο ἀρνητική. Ἐν τούτοις ὁ ἀγὼν συνεχίζεται. bbox=[321, 37, 525, 147]
bank-loans-title: ΕΘΝ. ΤΡΑΠΕΖΑ ΤΗΣ ΕΛΛΑΔΟΣ bbox=[341, 920, 505, 950]
train-title: Η ΙΔΕΑ ΤΟΥ ΣΥΡΜΟΥ bbox=[337, 629, 508, 644]
classified-ad: ΚΥΡΙΟΣ ἔχων ἐργαστήριον ἀναλαμβάνει τὴν ἐπιδιόρθωσιν παντὸς εἴδους μηχανημάτων. Πληροφορίαι Σοφοκλέους 9. (69) bbox=[966, 780, 1261, 853]
serial-paragraph: «Ὅταν συνέβη εἰς ἐμὲ τὸ ἴδιον, ὅταν ἤκουσε τοὺς ἀφελεῖς λόγους καὶ τὸν εἰλικρινῆ τόνον τῆς φωνῆς της, ἐπείσθη ὅτι ἡ ὑπόθεσις δὲν εἶνε τόσον ἁπλῆ.» bbox=[1275, 156, 1554, 211]
market-list bbox=[966, 1132, 1261, 1675]
serial-paragraph: Καὶ τὴν ἐπιοῦσαν, πρωΐ πρωΐ, ἐξῆλθε τῆς οἰκίας της μὲ ἀπόφασιν ἀκλόνητον. bbox=[1275, 723, 1554, 750]
bank-loans-text: Φέρεται εἰς γνῶσιν τῶν κατόχων ὁμολογιῶν τῶν κάτωθι Ἐθνικῶν Δανείων, ὅτι ἡ πληρωμὴ τῶν τοκομεριδίων αὐτῶν λήγοντος 1η Ἀπριλίου 1922, ἀρχεται ἀπὸ τῆς 1ης Ἀπριλίου 1922. α) Δαν. 1889 4 ο/ο (Παγίου). β) Δαν. 1893 5 ο/ο (Κεφαλαιώσεως). γ) Δαν. 1898 2 1/2 ο/ο (Ἐγγυημένου). Ἐν Ἀθήναις τῇ 5 Μαρτίου 1922. (Ἐκ τοῦ γραφείου) bbox=[321, 967, 525, 1118]
market-title: ΑΓΟΡΑΙ ΚΑΙ ΠΩΛΗΣΕΙΣ bbox=[998, 1107, 1228, 1126]
corset-ad-intro-2: Θέλετε νὰ ἀποκτήσετε κομψότητα εἰς τὸν χορὸν καὶ ἐλευθερίαν εἰς τὰς κινήσεις σας; Προμηθευθῆτε τοὺς bbox=[321, 1338, 525, 1393]
market-ad: ΠΩΛΕΙΤΑΙ ΕΡΓΟΣΤΑΣΙΟΝ ΛΕΜΟΝΑΔΟΠΟΙΪΑΣ πλῆρες μὲ ὅλα τὰ μηχανήματα. Πληροφορίαι ὁδὸς Σωκράτους 10. (74) bbox=[966, 1210, 1261, 1285]
classifieds-list bbox=[966, 465, 1261, 1089]
movements-text-2: Ὑπάρχουν μὲ πολὺ στίχους τοῦ ἀφειδώλευτου σύγχρονου σκεπτικοῦ, οἱ ὁποῖοι, ἐν τῇ πραγματικότητι, κατόρθωσαν νὰ ἐπιβάλουν τὸ ὄνομά των ἐν τῷ συλλόγῳ τῶν γραμμάτων. Ὁ Παλαμᾶς, ὁ Μαλακάσης, ὁ Γρυπάρης, ὁ Πορφύρας καὶ ἄλλοι, ἐφ' ὅσον ἀφήνουν ἐν τῇ ζωῇ τὴν αἰσθητικὴν τῶν καλλιτεχνῶν ἐργασίαν, ἐπιβάλλουν τὸν ἑαυτόν των εἰς τὴν σύγχρονον φιλολογίαν. bbox=[20, 556, 305, 679]
mirrors-text-2: Κάποτε παρατηρηθεῖ πλείστων τῶν κυριῶν μὲ φορέματα τὰ ὁποῖα ἐντελῶς ἀπέχουν ἀπὸ τὴν κομψότητα. Ὁ καθρέπτης τῆς ψυχῆς εἶνε ἡ ἐνδυμασία καὶ ὁ τρόπος μὲ τὸν ὁποῖον ἡ γυνὴ ἐμφανίζεται εἰς τὸν κόσμον. Τὰ κάτοπτρα λοιπὸν τῆς ψυχῆς εἶνε τὰ ἐνδύματα. bbox=[321, 343, 525, 467]
bank-safes-title: ΕΘΝΙΚΗ ΤΡΑΠΕΖΑ ΤΗΣ ΕΛΛΑΔΟΣ bbox=[328, 1137, 518, 1166]
serial-paragraph: »Ἡ ἀλήθεια πάντοτε λάμπει. Θὰ ἔλθῃ ἡ ἡμέρα κατὰ τὴν ὁποίαν ὅλοι θὰ ἀναγνωρίσουν τὸ σφάλμα των.» bbox=[1275, 1081, 1554, 1122]
column-3 bbox=[539, 37, 952, 2279]
serial-paragraph: —Εἶσθε γενναία, κυρία. Ἀλλὰ προσέξατε. Ὁ κίνδυνος εἶνε μέγας καὶ οἱ ἐχθροὶ ἀδίστακτοι. bbox=[1275, 548, 1554, 575]
serial-paragraph: —Τίποτε ἄλλο παρὰ νὰ μὲ ἀκούσετε μὲ προσοχήν. Ἡ Εἰρήνη δὲν εἶνε ἔνοχος. Τὸ γνωρίζω, τὸ αἰσθάνομαι. bbox=[1275, 756, 1554, 797]
post-office-text: ΔΕΥΤΕΡΑ 21 Μαρτίου, 1922. — Ταξιδεύουν Ἀτμόπλοια «Ἀρκαδία Πρέβεζαν Κεφαλληνίας, Πάτρα 7 π. μ., «Κρυστάλλη» Ἀργολίδα 8 π. μ., «Ἄθως» 10 π. μ., Χίος-Σμύρνην-Μυτιλήνη-Καβάλλα 5 μ. μ., «Σπέτσαι» Σπέτσας, Ὕδραν 2 μ. μ., Αἴγυπτον «Στεφάνου» 2 μ. μ., Κεφαλληνίαν-Ζάκυνθον «Πειραιεὺς» 2 μ. μ., Κάρυστον «Πειραιεὺς» 3 μ. μ. bbox=[20, 207, 305, 318]
serial-paragraph: »Ἡ ἀλήθεια πάντοτε λάμπει. Θὰ ἔλθῃ ἡ ἡμέρα κατὰ τὴν ὁποίαν ὅλοι θὰ ἀναγνωρίσουν τὸ σφάλμα των.» bbox=[1275, 500, 1554, 542]
classified-ad: ΖΗΤΕΙΤΑΙ γραμματεὺς γνωρίζων γαλλικά, ἀγγλικὰ καὶ στενογραφίαν. Ἐπιθυμεῖται γυμνασιακὴ μόρφωσις. Πληροφορίαι γραφεῖον ἐφημερίδος. (76) bbox=[966, 622, 1261, 709]
article-text-9: Ἀλλ' ὅσον ἀφορᾷ εἰς τὸ μέλλον, ἡ Κυβέρνησις θεωρεῖ ὅτι ἐπιβάλλεται ἡ λῆψις μέτρων πρὸς ἐξυγίανσιν τῶν οἰκονομικῶν. Τὸ ζήτημα τοῦ δανείου τὸ ὁποῖον πρόκειται νὰ συναφθῇ ἐν τῷ ἐξωτερικῷ εὑρίσκεται εἰς ἐξέλιξιν, καὶ ἐλπίζομεν ὅτι ταχέως θὰ ἔχωμεν εὐχάριστα ἀποτελέσματα. bbox=[539, 1420, 736, 1558]
movements-text: —Ἀπεβίωσε — Σήμερον ἀπεβίωσε ὁ γνωστὸς εἰς τὸν κύκλον τῶν φιλοτέχνων κ. Α. Καραγιαννίδης. Ἡ κηδεία αὐτοῦ ἐγένετο χθὲς τὴν ἑσπέραν ἐν τῇ ἐκκλησίᾳ τοῦ Ἁγίου Κωνσταντίνου παρουσίᾳ πολλῶν φίλων καὶ γνωστῶν τοῦ μεταστάντος. bbox=[20, 467, 305, 550]
bank-safes-subtitle: ΕΙΔΟΠΟΙΗΣΙΣ ΔΙΑΜΒΡΙΣΜΑΤΩΝ ΧΡΗΜΑΤΟΚΙΒΩΤΙΩΝ bbox=[322, 1170, 524, 1196]
main-headline: Η ΣΥΝΕΛΕΥΣΙΣ ΤΗΣ ΕΘΝΙΚΗΣ ΤΡΑΠΕΖΗΣ bbox=[539, 151, 952, 216]
newspaper-name: ΕΜΠΡΟΣ bbox=[735, 12, 839, 31]
serial-title: ΒΑΛΚΡΕΖ bbox=[1279, 66, 1550, 133]
serial-paragraph: »Πλάνη! ἀπεκρίθη ἐκεῖνος. Μοῦ φαίνεται ὅτι πρόκειται περὶ συνωμοσίας. Ἡ ὑπόθεσις αὕτη ἔχει σκοτεινὰς πλευρὰς τὰς ὁποίας πρέπει νὰ φωτίσωμεν.» bbox=[1275, 345, 1554, 400]
assembly-text-2: Χθὲς τὴν πρωΐαν συνῆλθον εἰς γενικὴν συνέλευσιν οἱ δημόσιοι ὑπάλληλοι τῆς πρωτευούσης ἵνα ἀποφασίσουν περὶ τῶν μέτρων τὰ ὁποῖα πρέπει νὰ ληφθοῦν διὰ τὴν βελτίωσιν τῆς θέσεώς των. Ὁ Πρόεδρος τῆς Ἀθηνῶν ἀνέπτυξε τὰ αἰτήματα. bbox=[755, 1633, 952, 1743]
article-text-16: Κατὰ τὴν τελευταίαν συνέλευσιν τῆς Ἐθνικῆς Τραπέζης μετὰ τὴν ἀνάγνωσιν τῆς ἐκθέσεως τοῦ Διοικητοῦ ἔλαβε τὸν λόγον ὁ Βασιλικὸς Ἐπίτροπος κ. Ν. Γουναράκης, εἰπὼν τὰ ἑξῆς: Κύριοι Μέτοχοι, μὲ ἰδιαιτέραν εὐχαρίστησιν εὑρίσκομαι καὶ πάλιν ἐνώπιόν σας, ἵνα ἐκθέσω τὴν γνώμην τῆς Κυβερνήσεως ἐπὶ τῆς πορείας τοῦ Ἱδρύματος κατὰ τὸ λῆξαν ἔτος. bbox=[755, 702, 952, 867]
rentals-title: ΕΝΟΙΚΙΑΣΤΗΡΙΑ bbox=[1010, 412, 1217, 438]
article-text-13: Ἡ ἔκθεσις τῆς Διοικήσεως τὴν ὁποίαν ἠκούσατε ἀποτελεῖ σαφῆ εἰκόνα τῆς καταστάσεως τῆς Ἐθνικῆς Τραπέζης. Αἱ ἐργασίαι αὐτῆς ηὐξήθησαν σημαντικῶς καὶ τὰ ἀποτελέσματα εἶνε λίαν ἱκανοποιητικά. Τὸ νόμισμα διατηρεῖται εἰς λογικὰ ὅρια, παρὰ τὰς δυσχερείας τὰς ὁποίας δημιουργεῖ ἡ παράτασις τοῦ πολέμου. bbox=[755, 271, 952, 423]
